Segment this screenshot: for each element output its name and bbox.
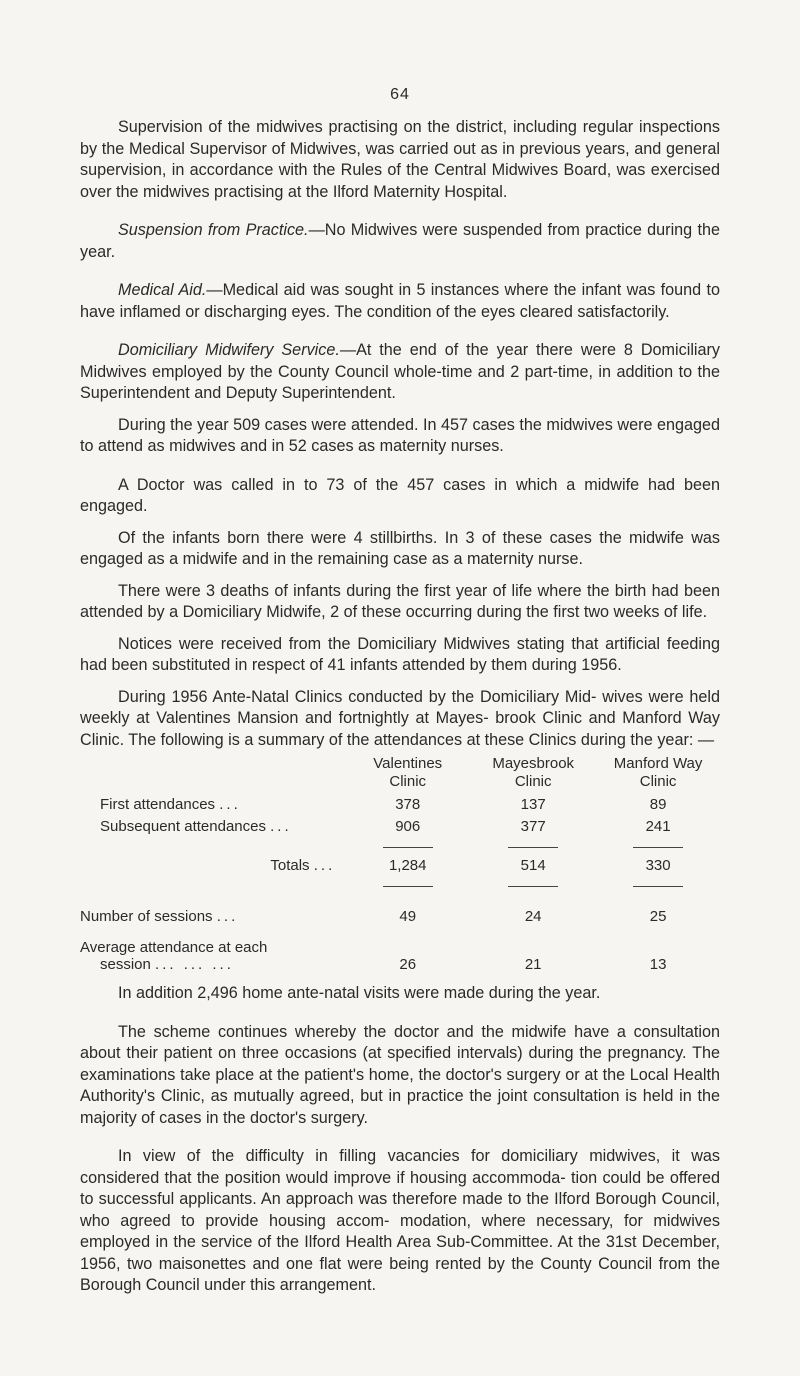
cell-value: 906 [395,818,421,835]
header-manford-way: Manford Way Clinic [613,755,703,790]
heading-suspension: Suspension from Practice. [118,221,309,239]
row-label: Totals ... [270,857,336,874]
text-medical-aid: —Medical aid was sought in 5 instances where the infant was found to have inflamed or discharging eyes. The condition of the eyes cleared satisfactorily. [80,281,720,321]
paragraph-infant-deaths: There were 3 deaths of infants during the first year of life where the birth had been attended by a Domiciliary Midwife, 2 of these occurring during the first two weeks of life. [80,581,720,621]
table-row [80,891,720,925]
cell-value: 514 [520,857,546,874]
paragraph-domiciliary [80,340,720,405]
table-row [80,813,720,835]
table-row [80,791,720,813]
row-label: Subsequent attendances ... [100,818,292,835]
cell-value: 21 [524,956,542,973]
text-suspension: —No Midwives were suspended from practice during the year. [80,221,720,261]
cell-value: 25 [649,908,667,925]
cell-value: 26 [399,956,417,973]
cell-value: 13 [649,956,667,973]
paragraph-ante-natal-intro: During 1956 Ante-Natal Clinics conducted by the Domiciliary Mid- wives were held weekly at Valentines Mansion and fortnightly at Mayes- brook Clinic and Manford Way Clinic. The following is a summary of the attendances at these Clinics during the year: — [80,687,720,749]
table-row-totals [80,852,720,874]
paragraph-suspension [80,220,720,263]
text-domiciliary: —At the end of the year there were 8 Domiciliary Midwives employed by the County Council whole-time and 2 part-time, in addition to the Superintendent and Deputy Superintendent. [80,341,721,402]
paragraph-doctor-called: A Doctor was called in to 73 of the 457 cases in which a midwife had been engaged. [80,475,720,515]
header-mayesbrook: Mayesbrook Clinic [492,755,575,790]
paragraph-scheme: The scheme continues whereby the doctor and the midwife have a consultation about their patient on three occasions (at specified intervals) during the pregnancy. The examinations take place at the patient's home, the doctor's surgery or at the Local Health Authority's Clinic, as mutually agreed, but in practice the joint consultation is held in the majority of cases in the doctor's surgery. [80,1022,720,1127]
row-label: Average attendance at each session ... ... ... [80,939,268,973]
table-header-row [80,755,720,791]
header-valentines: Valentines Clinic [373,755,443,790]
table-row [80,925,720,973]
row-label: Number of sessions ... [80,908,239,925]
paragraph-stillbirths: Of the infants born there were 4 stillbirths. In 3 of these cases the midwife was engaged as a midwife and in the remaining case as a maternity nurse. [80,528,720,568]
paragraph-housing: In view of the difficulty in filling vacancies for domiciliary midwives, it was considered that the position would improve if housing accommoda- tion could be offered to successful applicants. An approach was therefore made to the Ilford Borough Council, who agreed to provide housing accom- modation, where necessary, for midwives employed in the service of the Ilford Health Area Sub-Committee. At the 31st December, 1956, two maisonettes and one flat were being rented by the County Council from the Borough Council under this arrangement. [80,1147,720,1294]
paragraph-artificial-feeding: Notices were received from the Domiciliary Midwives stating that artificial feeding had been substituted in respect of 41 infants attended by them during 1956. [80,634,720,674]
attendance-table [80,755,720,973]
cell-value: 137 [520,796,546,813]
paragraph-home-visits: In addition 2,496 home ante-natal visits were made during the year. [118,984,601,1002]
paragraph-medical-aid [80,280,720,323]
heading-medical-aid: Medical Aid. [118,281,207,299]
row-label: First attendances ... [100,796,241,813]
cell-value: 1,284 [388,857,427,874]
heading-domiciliary: Domiciliary Midwifery Service. [118,341,340,359]
cell-value: 378 [395,796,421,813]
cell-value: 49 [399,908,417,925]
cell-value: 377 [520,818,546,835]
body-text [80,117,720,1314]
page-number: 64 [390,86,410,103]
table-rule [80,835,720,852]
cell-value: 330 [645,857,671,874]
cell-value: 89 [649,796,667,813]
table-rule [80,874,720,891]
cell-value: 24 [524,908,542,925]
cell-value: 241 [645,818,671,835]
paragraph-supervision: Supervision of the midwives practising on the district, including regular inspections by the Medical Supervisor of Midwives, was carried out as in previous years, and general supervision, in accordance with the Rules of the Central Midwives Board, was exercised over the midwives practising at the Ilford Maternity Hospital. [80,118,720,201]
paragraph-cases-attended: During the year 509 cases were attended. In 457 cases the midwives were engaged to attend as midwives and in 52 cases as maternity nurses. [80,415,720,455]
